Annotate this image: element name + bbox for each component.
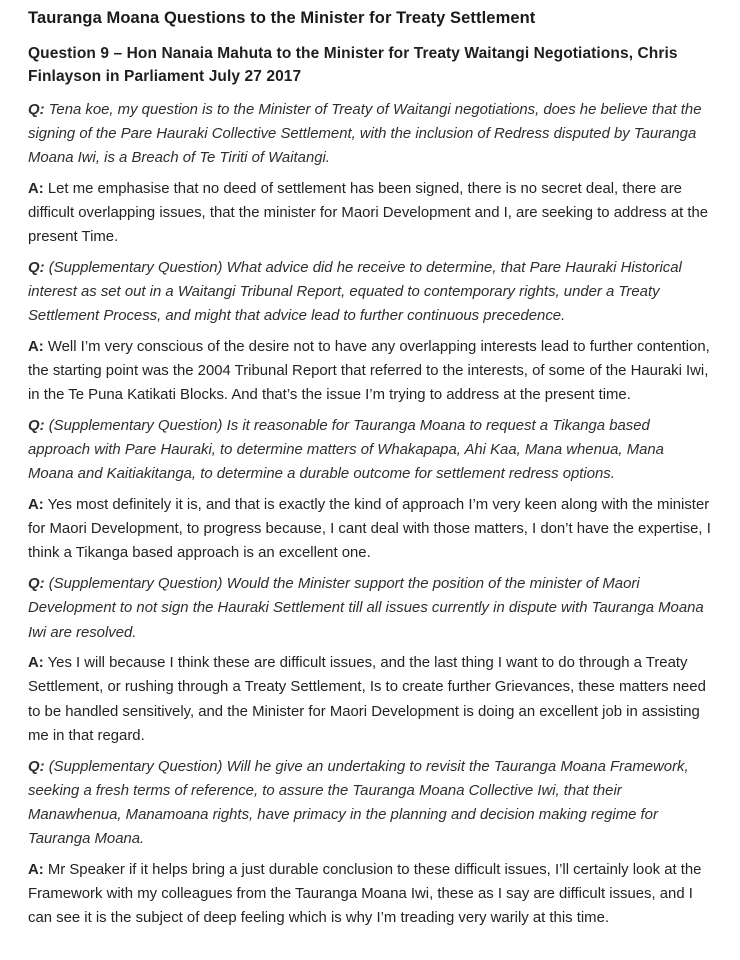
answer-text: Yes I will because I think these are difficult issues, and the last thing I want to do through a Treaty Settlement, or rushing through a Treaty Settlement, Is to create further Grievances, these matters need to be handled sensitively, and the Minister for Maori Development is doing an excellent job in assisting me in that regard.	[28, 655, 706, 744]
answer-text: Let me emphasise that no deed of settlement has been signed, there is no secret deal, there are difficult overlapping issues, that the minister for Maori Development and I, are seeking to address at the present Time.	[28, 180, 709, 246]
question-paragraph	[28, 755, 713, 852]
answer-label: A:	[28, 180, 44, 197]
question-paragraph	[28, 572, 713, 645]
question-label: Q:	[28, 417, 45, 434]
question-label: Q:	[28, 576, 45, 593]
document-title: Tauranga Moana Questions to the Minister for Treaty Settlement	[28, 9, 536, 27]
question-paragraph	[28, 414, 713, 487]
question-text: Tena koe, my question is to the Minister of Treaty of Waitangi negotiations, does he believe that the signing of the Pare Hauraki Collective Settlement, with the inclusion of Redress disputed by Tauranga Moana Iwi, is a Breach of Te Tiriti of Waitangi.	[28, 101, 702, 166]
answer-text: Mr Speaker if it helps bring a just durable conclusion to these difficult issues, I’ll certainly look at the Framework with my colleagues from the Tauranga Moana Iwi, these as I say are difficult issues, and I can see it is the subject of deep feeling which is why I’m treading very warily at this time.	[28, 861, 702, 927]
question-paragraph	[28, 256, 713, 329]
answer-label: A:	[28, 497, 44, 514]
question-text: (Supplementary Question) Would the Minister support the position of the minister of Maori Development to not sign the Hauraki Settlement till all issues currently in dispute with Tauranga Moana Iwi are resolved.	[28, 576, 704, 641]
answer-text: Well I’m very conscious of the desire not to have any overlapping interests lead to further contention, the starting point was the 2004 Tribunal Report that referred to the interests, of some of the Hauraki Iwi, in the Te Puna Katikati Blocks. And that’s the issue I’m trying to address at the present time.	[28, 338, 710, 404]
answer-text: Yes most definitely it is, and that is exactly the kind of approach I’m very keen along with the minister for Maori Development, to progress because, I cant deal with those matters, I don’t have the expertise, I think a Tikanga based approach is an excellent one.	[28, 497, 711, 562]
question-label: Q:	[28, 101, 45, 118]
question-label: Q:	[28, 259, 45, 276]
answer-label: A:	[28, 338, 44, 355]
question-text: (Supplementary Question) What advice did he receive to determine, that Pare Hauraki Historical interest as set out in a Waitangi Tribunal Report, equated to contemporary rights, under a Treaty Settlement Process, and might that advice lead to further continuous precedence.	[28, 259, 682, 325]
answer-paragraph	[28, 335, 713, 408]
answer-paragraph	[28, 493, 713, 566]
question-text: (Supplementary Question) Will he give an undertaking to revisit the Tauranga Moana Framework, seeking a fresh terms of reference, to assure the Tauranga Moana Collective Iwi, that their Manawhenua, Manamoana rights, have primacy in the planning and decision making regime for Tauranga Moana.	[28, 758, 689, 848]
question-heading: Question 9 – Hon Nanaia Mahuta to the Minister for Treaty Waitangi Negotiations, Chris Finlayson in Parliament July 27 2017	[28, 45, 678, 85]
question-paragraph	[28, 98, 713, 171]
answer-paragraph	[28, 177, 713, 250]
answer-paragraph	[28, 651, 713, 748]
answer-label: A:	[28, 655, 44, 672]
answer-label: A:	[28, 861, 44, 878]
question-text: (Supplementary Question) Is it reasonable for Tauranga Moana to request a Tikanga based approach with Pare Hauraki, to determine matters of Whakapapa, Ahi Kaa, Mana whenua, Mana Moana and Kaitiakitanga, to determine a durable outcome for settlement redress options.	[28, 417, 664, 483]
question-label: Q:	[28, 758, 45, 775]
answer-paragraph	[28, 858, 713, 931]
